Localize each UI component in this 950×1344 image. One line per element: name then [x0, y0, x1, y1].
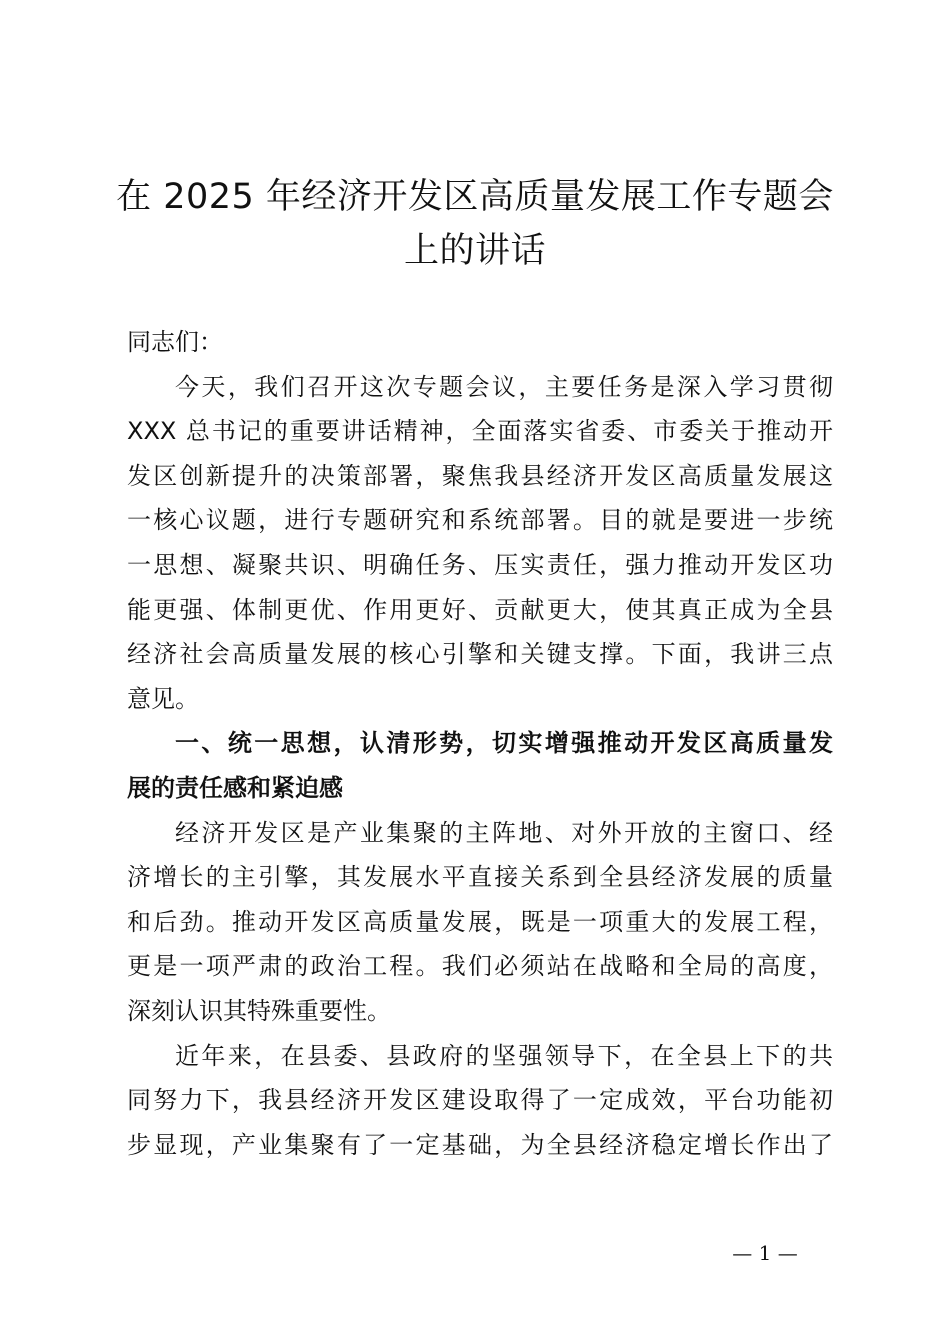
text-line: 同努力下，我县经济开发区建设取得了一定成效，平台功能初 — [127, 1086, 833, 1115]
paragraph-section-1 — [127, 811, 833, 1034]
text-line: 深刻认识其特殊重要性。 — [127, 996, 391, 1025]
title-line: 上的讲话 — [403, 231, 546, 271]
text-line: 今天，我们召开这次专题会议，主要任务是深入学习贯彻 — [175, 372, 833, 401]
text-line: XXX 总书记的重要讲话精神，全面落实省委、市委关于推动开 — [127, 417, 833, 446]
text-line: 一思想、凝聚共识、明确任务、压实责任，强力推动开发区功 — [127, 550, 833, 579]
paragraph-intro — [127, 365, 833, 722]
text-line: 经济开发区是产业集聚的主阵地、对外开放的主窗口、经 — [175, 818, 833, 847]
heading-line: 一、统一思想，认清形势，切实增强推动开发区高质量发 — [175, 729, 833, 758]
heading-line: 展的责任感和紧迫感 — [127, 773, 343, 802]
text-line: 能更强、体制更优、作用更好、贡献更大，使其真正成为全县 — [127, 595, 833, 624]
text-line: 和后劲。推动开发区高质量发展，既是一项重大的发展工程， — [127, 907, 833, 936]
salutation-text: 同志们： — [127, 328, 223, 356]
title-line: 在 2025 年经济开发区高质量发展工作专题会 — [116, 177, 834, 217]
text-line: 近年来，在县委、县政府的坚强领导下，在全县上下的共 — [175, 1041, 833, 1070]
text-line: 意见。 — [127, 684, 199, 713]
salutation — [127, 320, 833, 365]
text-line: 更是一项严肃的政治工程。我们必须站在战略和全局的高度， — [127, 952, 833, 981]
page-number: — 1 — — [732, 1241, 798, 1265]
document-body — [127, 320, 833, 1167]
section-heading — [127, 721, 833, 810]
text-line: 经济社会高质量发展的核心引擎和关键支撑。下面，我讲三点 — [127, 640, 833, 669]
text-line: 济增长的主引擎，其发展水平直接关系到全县经济发展的质量 — [127, 863, 833, 892]
text-line: 发区创新提升的决策部署，聚焦我县经济开发区高质量发展这 — [127, 461, 833, 490]
document-title — [110, 170, 840, 278]
text-line: 步显现，产业集聚有了一定基础，为全县经济稳定增长作出了 — [127, 1130, 833, 1159]
paragraph-section-2 — [127, 1034, 833, 1168]
text-line: 一核心议题，进行专题研究和系统部署。目的就是要进一步统 — [127, 506, 833, 535]
